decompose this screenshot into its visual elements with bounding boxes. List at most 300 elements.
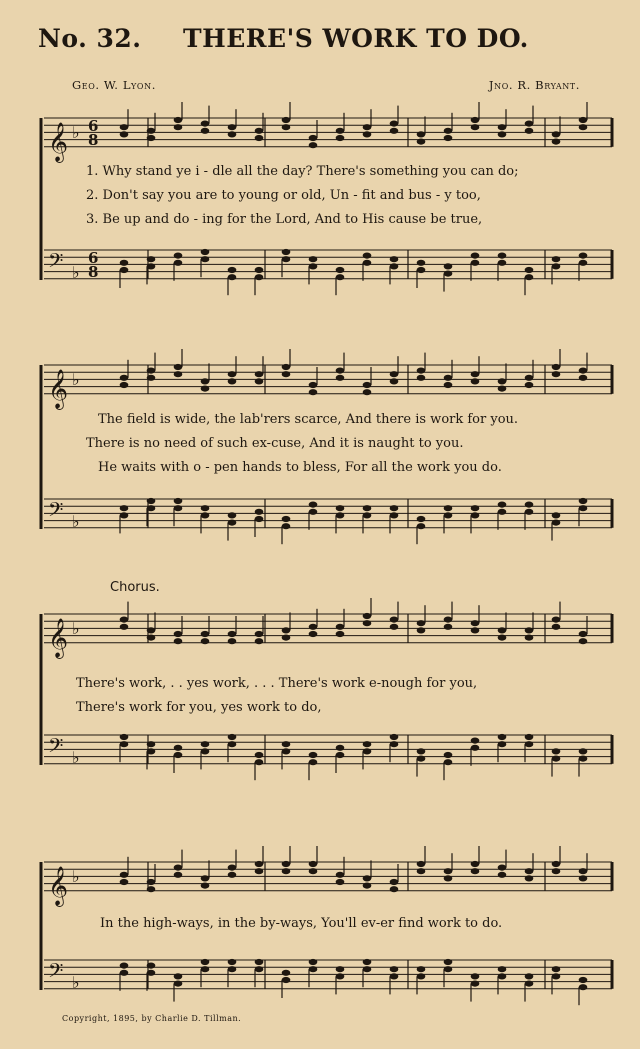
notehead: [282, 256, 291, 262]
notehead: [201, 966, 210, 972]
lyric-verse-3: 3. Be up and do - ing for the Lord, And to His cause be true,: [86, 212, 483, 227]
notehead: [390, 966, 399, 972]
notehead: [309, 263, 318, 269]
notehead: [579, 875, 588, 881]
notehead: [201, 256, 210, 262]
notehead: [390, 617, 399, 623]
notehead: [228, 520, 237, 526]
notehead: [120, 617, 129, 623]
notehead: [417, 861, 426, 867]
notehead: [201, 512, 210, 518]
notehead: [498, 741, 507, 747]
notehead: [174, 260, 183, 266]
notehead: [444, 624, 453, 630]
notehead: [309, 868, 318, 874]
notehead: [228, 631, 237, 637]
notehead: [525, 121, 534, 127]
notehead: [417, 516, 426, 522]
notehead: [363, 741, 372, 747]
notehead: [228, 267, 237, 273]
bass-staff: [44, 959, 612, 1005]
notehead: [552, 512, 561, 518]
notehead: [471, 738, 480, 744]
notehead: [444, 759, 453, 765]
notehead: [363, 124, 372, 130]
notehead: [147, 128, 156, 134]
notehead: [201, 959, 210, 965]
notehead: [147, 741, 156, 747]
notehead: [444, 135, 453, 141]
notehead: [579, 505, 588, 511]
notehead: [363, 748, 372, 754]
notehead: [282, 523, 291, 529]
notehead: [282, 748, 291, 754]
notehead: [336, 872, 345, 878]
notehead: [120, 382, 129, 388]
notehead: [417, 267, 426, 273]
notehead: [255, 371, 264, 377]
bass-clef-icon: 𝄢: [48, 249, 64, 277]
bass-clef-icon: 𝄢: [48, 498, 64, 526]
notehead: [363, 512, 372, 518]
notehead: [309, 135, 318, 141]
key-flat-icon: ♭: [72, 748, 80, 767]
notehead: [498, 378, 507, 384]
notehead: [390, 734, 399, 740]
notehead: [282, 117, 291, 123]
notehead: [525, 274, 534, 280]
notehead: [498, 131, 507, 137]
notehead: [336, 966, 345, 972]
notehead: [444, 512, 453, 518]
notehead: [147, 970, 156, 976]
notehead: [579, 253, 588, 259]
notehead: [579, 748, 588, 754]
notehead: [201, 386, 210, 392]
lyric-verse-3: He waits with o - pen hands to bless, For all the work you do.: [98, 460, 502, 475]
notehead: [552, 139, 561, 145]
notehead: [552, 256, 561, 262]
notehead: [525, 741, 534, 747]
notehead: [147, 256, 156, 262]
notehead: [201, 748, 210, 754]
notehead: [255, 516, 264, 522]
notehead: [174, 865, 183, 871]
notehead: [309, 502, 318, 508]
notehead: [174, 124, 183, 130]
notehead: [282, 635, 291, 641]
notehead: [498, 253, 507, 259]
notehead: [363, 505, 372, 511]
notehead: [363, 620, 372, 626]
notehead: [147, 963, 156, 969]
hymn-title: THERE'S WORK TO DO.: [183, 24, 529, 53]
notehead: [174, 872, 183, 878]
notehead: [471, 117, 480, 123]
notehead: [228, 371, 237, 377]
notehead: [336, 375, 345, 381]
notehead: [498, 865, 507, 871]
notehead: [552, 868, 561, 874]
notehead: [552, 263, 561, 269]
notehead: [363, 875, 372, 881]
notehead: [579, 868, 588, 874]
treble-staff: [44, 349, 612, 410]
notehead: [174, 981, 183, 987]
notehead: [309, 256, 318, 262]
notehead: [228, 966, 237, 972]
notehead: [174, 498, 183, 504]
treble-staff: [44, 102, 612, 163]
notehead: [282, 516, 291, 522]
notehead: [309, 861, 318, 867]
notehead: [444, 271, 453, 277]
notehead: [552, 756, 561, 762]
notehead: [147, 886, 156, 892]
notehead: [498, 627, 507, 633]
treble-clef-icon: 𝄞: [48, 368, 69, 409]
notehead: [444, 617, 453, 623]
notehead: [309, 631, 318, 637]
lyric-verse-2: There is no need of such ex-cuse, And it is naught to you.: [86, 436, 464, 451]
notehead: [120, 963, 129, 969]
notehead: [336, 274, 345, 280]
notehead: [174, 117, 183, 123]
notehead: [498, 734, 507, 740]
notehead: [525, 267, 534, 273]
notehead: [255, 509, 264, 515]
notehead: [228, 959, 237, 965]
notehead: [120, 512, 129, 518]
notehead: [336, 631, 345, 637]
notehead: [228, 512, 237, 518]
notehead: [174, 745, 183, 751]
notehead: [417, 139, 426, 145]
notehead: [471, 981, 480, 987]
notehead: [579, 368, 588, 374]
notehead: [417, 748, 426, 754]
notehead: [174, 253, 183, 259]
notehead: [363, 260, 372, 266]
notehead: [498, 124, 507, 130]
notehead: [525, 635, 534, 641]
notehead: [390, 121, 399, 127]
notehead: [552, 973, 561, 979]
notehead: [201, 249, 210, 255]
notehead: [417, 368, 426, 374]
notehead: [282, 371, 291, 377]
notehead: [147, 635, 156, 641]
notehead: [255, 128, 264, 134]
time-signature-digit: 6: [88, 249, 99, 267]
notehead: [390, 512, 399, 518]
lyric-verse-2: 2. Don't say you are to young or old, Un - fit and bus - y too,: [86, 188, 481, 203]
notehead: [201, 875, 210, 881]
notehead: [498, 386, 507, 392]
notehead: [444, 868, 453, 874]
notehead: [579, 375, 588, 381]
notehead: [444, 752, 453, 758]
time-signature-digit: 8: [88, 131, 99, 149]
notehead: [147, 375, 156, 381]
notehead: [444, 966, 453, 972]
notehead: [309, 382, 318, 388]
notehead: [444, 128, 453, 134]
notehead: [552, 748, 561, 754]
notehead: [120, 124, 129, 130]
notehead: [525, 981, 534, 987]
notehead: [147, 135, 156, 141]
notehead: [201, 378, 210, 384]
notehead: [525, 734, 534, 740]
notehead: [363, 389, 372, 395]
notehead: [336, 505, 345, 511]
notehead: [525, 128, 534, 134]
notehead: [498, 260, 507, 266]
notehead: [417, 260, 426, 266]
notehead: [228, 378, 237, 384]
notehead: [282, 868, 291, 874]
notehead: [255, 631, 264, 637]
notehead: [579, 117, 588, 123]
notehead: [255, 267, 264, 273]
notehead: [363, 253, 372, 259]
notehead: [255, 752, 264, 758]
notehead: [525, 375, 534, 381]
notehead: [147, 627, 156, 633]
key-flat-icon: ♭: [72, 263, 80, 282]
notehead: [390, 263, 399, 269]
chorus-label: Chorus.: [110, 580, 160, 595]
notehead: [201, 128, 210, 134]
notehead: [201, 741, 210, 747]
notehead: [390, 879, 399, 885]
notehead: [498, 509, 507, 515]
notehead: [255, 274, 264, 280]
notehead: [255, 759, 264, 765]
notehead: [579, 260, 588, 266]
lyric-verse-1: 1. Why stand ye i - dle all the day? There's something you can do;: [86, 164, 519, 179]
notehead: [525, 502, 534, 508]
notehead: [309, 509, 318, 515]
notehead: [255, 135, 264, 141]
notehead: [363, 966, 372, 972]
notehead: [174, 638, 183, 644]
notehead: [525, 875, 534, 881]
notehead: [309, 752, 318, 758]
notehead: [282, 861, 291, 867]
notehead: [444, 959, 453, 965]
treble-staff: [44, 846, 612, 907]
notehead: [579, 631, 588, 637]
notehead: [471, 627, 480, 633]
notehead: [471, 868, 480, 874]
bass-clef-icon: 𝄢: [48, 959, 64, 987]
notehead: [282, 124, 291, 130]
notehead: [471, 260, 480, 266]
notehead: [417, 868, 426, 874]
notehead: [201, 121, 210, 127]
notehead: [417, 375, 426, 381]
notehead: [498, 872, 507, 878]
notehead: [444, 505, 453, 511]
notehead: [498, 635, 507, 641]
notehead: [363, 131, 372, 137]
composer-credit: Geo. W. Lyon.: [72, 78, 156, 92]
bass-staff: [44, 734, 612, 780]
notehead: [363, 883, 372, 889]
notehead: [390, 973, 399, 979]
notehead: [147, 505, 156, 511]
notehead: [471, 253, 480, 259]
notehead: [498, 966, 507, 972]
notehead: [471, 512, 480, 518]
notehead: [120, 375, 129, 381]
notehead: [120, 879, 129, 885]
notehead: [255, 378, 264, 384]
notehead: [552, 617, 561, 623]
notehead: [525, 509, 534, 515]
notehead: [228, 124, 237, 130]
notehead: [309, 959, 318, 965]
notehead: [471, 505, 480, 511]
lyric-chorus-line-3: In the high-ways, in the by-ways, You'll ev-er find work to do.: [100, 916, 503, 931]
notehead: [336, 752, 345, 758]
notehead: [228, 734, 237, 740]
lyric-chorus-line-1: There's work, . . yes work, . . . There's work e-nough for you,: [76, 676, 478, 691]
notehead: [363, 382, 372, 388]
notehead: [579, 498, 588, 504]
notehead: [147, 748, 156, 754]
notehead: [228, 638, 237, 644]
notehead: [390, 505, 399, 511]
notehead: [147, 263, 156, 269]
notehead: [336, 135, 345, 141]
notehead: [552, 371, 561, 377]
notehead: [579, 638, 588, 644]
notehead: [309, 759, 318, 765]
notehead: [336, 128, 345, 134]
notehead: [201, 883, 210, 889]
notehead: [498, 502, 507, 508]
notehead: [363, 959, 372, 965]
notehead: [120, 260, 129, 266]
notehead: [417, 620, 426, 626]
notehead: [552, 624, 561, 630]
notehead: [120, 741, 129, 747]
notehead: [282, 741, 291, 747]
notehead: [552, 520, 561, 526]
notehead: [282, 627, 291, 633]
lyric-chorus-line-2: There's work for you, yes work to do,: [76, 700, 322, 715]
notehead: [174, 505, 183, 511]
notehead: [525, 868, 534, 874]
notehead: [255, 638, 264, 644]
notehead: [282, 249, 291, 255]
notehead: [228, 274, 237, 280]
notehead: [201, 631, 210, 637]
notehead: [174, 631, 183, 637]
notehead: [255, 959, 264, 965]
author-credit: Jno. R. Bryant.: [488, 78, 580, 92]
notehead: [309, 624, 318, 630]
notehead: [120, 267, 129, 273]
notehead: [201, 638, 210, 644]
notehead: [336, 512, 345, 518]
notehead: [579, 984, 588, 990]
notehead: [444, 875, 453, 881]
notehead: [390, 886, 399, 892]
key-flat-icon: ♭: [72, 370, 80, 389]
notehead: [336, 368, 345, 374]
notehead: [525, 382, 534, 388]
copyright-notice: Copyright, 1895, by Charlie D. Tillman.: [62, 1014, 242, 1023]
notehead: [417, 131, 426, 137]
notehead: [525, 973, 534, 979]
notehead: [336, 879, 345, 885]
notehead: [552, 966, 561, 972]
notehead: [417, 966, 426, 972]
notehead: [471, 745, 480, 751]
notehead: [228, 872, 237, 878]
notehead: [147, 879, 156, 885]
notehead: [120, 734, 129, 740]
bass-staff: [44, 498, 612, 544]
notehead: [390, 371, 399, 377]
notehead: [174, 973, 183, 979]
notehead: [147, 368, 156, 374]
notehead: [471, 371, 480, 377]
hymn-number: No. 32.: [38, 24, 142, 53]
bass-staff: [44, 249, 612, 295]
notehead: [417, 523, 426, 529]
notehead: [228, 131, 237, 137]
notehead: [120, 131, 129, 137]
notehead: [336, 973, 345, 979]
key-flat-icon: ♭: [72, 123, 80, 142]
notehead: [309, 142, 318, 148]
notehead: [120, 505, 129, 511]
treble-clef-icon: 𝄞: [48, 617, 69, 658]
time-signature-digit: 8: [88, 263, 99, 281]
key-flat-icon: ♭: [72, 867, 80, 886]
notehead: [147, 498, 156, 504]
notehead: [390, 741, 399, 747]
notehead: [444, 263, 453, 269]
bass-clef-icon: 𝄢: [48, 734, 64, 762]
notehead: [174, 371, 183, 377]
notehead: [228, 741, 237, 747]
notehead: [498, 973, 507, 979]
notehead: [363, 613, 372, 619]
notehead: [282, 364, 291, 370]
notehead: [552, 364, 561, 370]
notehead: [390, 256, 399, 262]
notehead: [120, 624, 129, 630]
notehead: [417, 627, 426, 633]
notehead: [228, 865, 237, 871]
notehead: [201, 505, 210, 511]
notehead: [309, 966, 318, 972]
notehead: [417, 756, 426, 762]
notehead: [336, 624, 345, 630]
notehead: [309, 389, 318, 395]
notehead: [471, 378, 480, 384]
notehead: [471, 124, 480, 130]
notehead: [336, 267, 345, 273]
notehead: [444, 382, 453, 388]
notehead: [579, 124, 588, 130]
